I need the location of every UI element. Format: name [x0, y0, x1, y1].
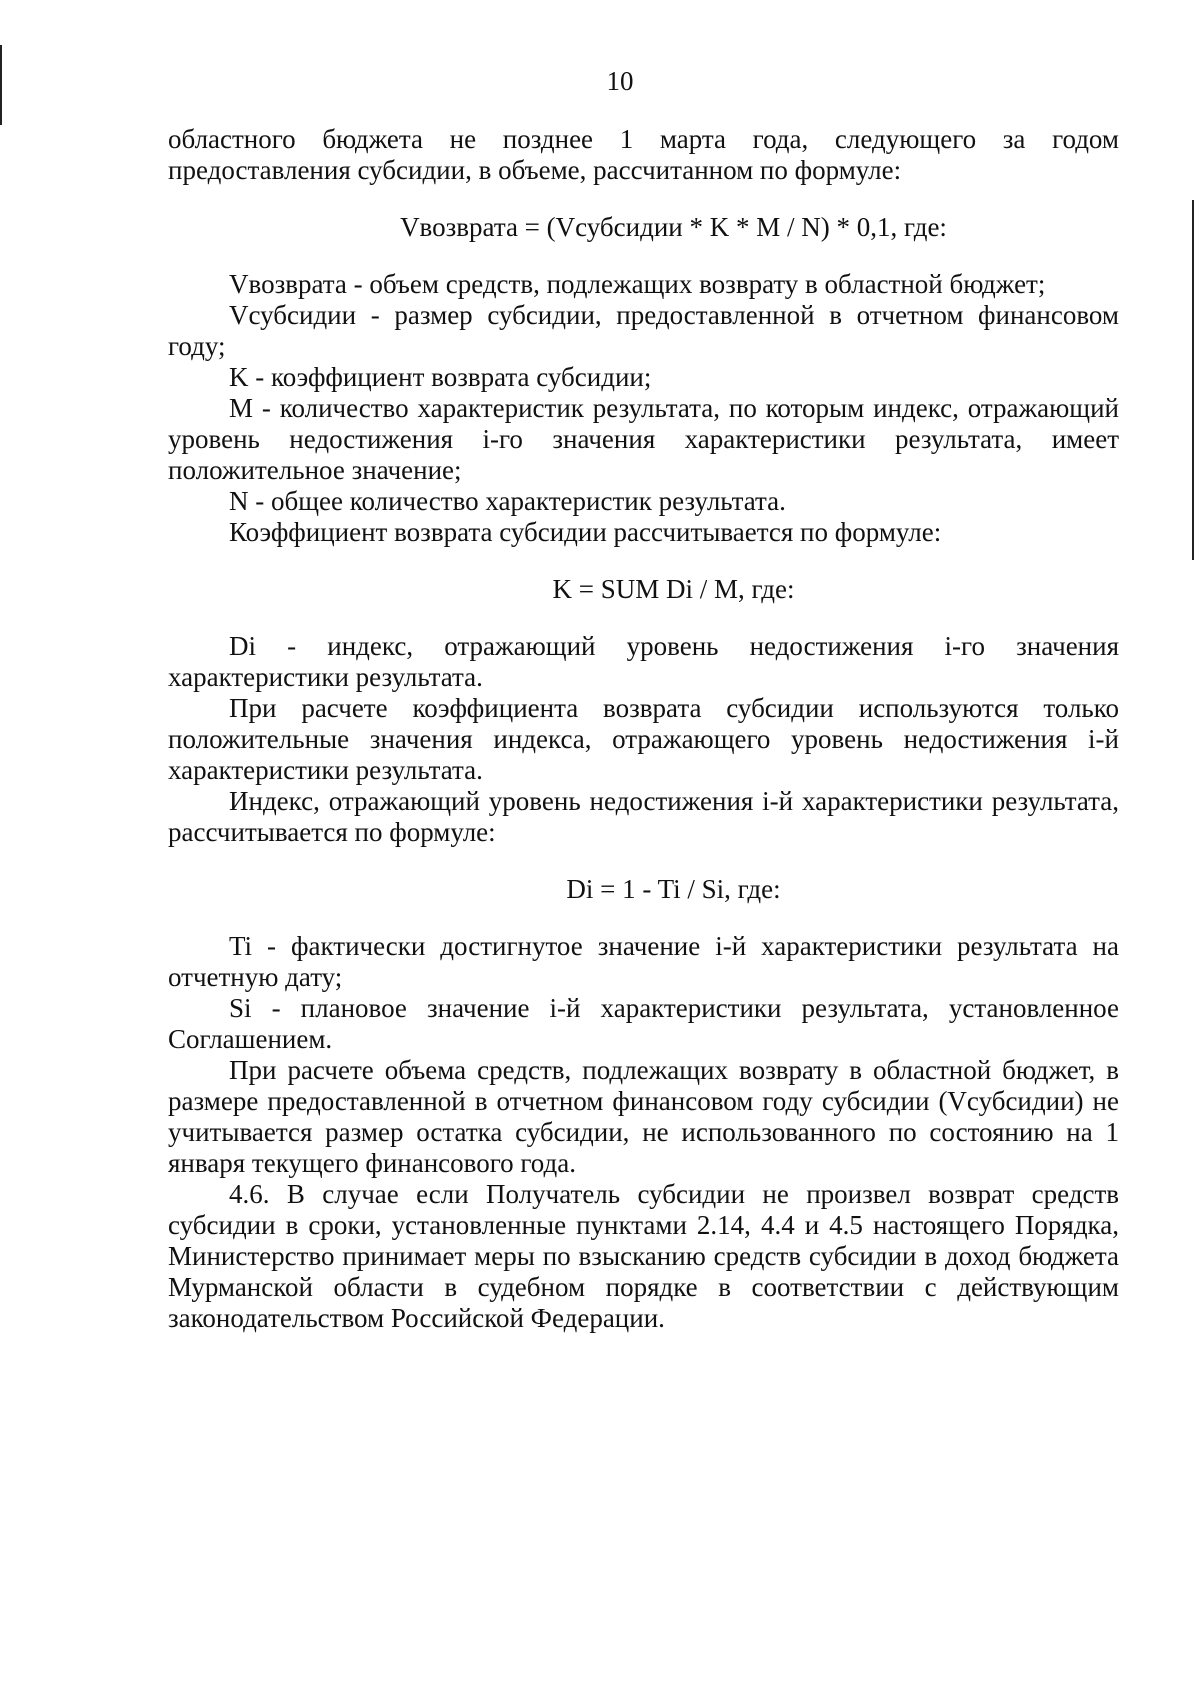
- definition-k: K - коэффициент возврата субсидии;: [229, 362, 652, 392]
- paragraph-4-6: 4.6. В случае если Получатель субсидии не произвел возврат средств субсидии в сроки, установленные пунктами 2.14, 4.4 и 4.5 настоящего Порядка, Министерство принимает меры по взысканию средств субсидии в доход бюджета Мурманской области в судебном порядке в соответствии с действующим законодательством Российской Федерации.: [168, 1179, 1119, 1333]
- definition-n: N - общее количество характеристик результата.: [229, 486, 786, 516]
- paragraph: При расчете объема средств, подлежащих возврату в областной бюджет, в размере предоставленной в отчетном финансовом году субсидии (Vсубсидии) не учитывается размер остатка субсидии, не использованного по состоянию на 1 января текущего финансового года.: [168, 1055, 1119, 1178]
- formula-coefficient: K = SUM Di / M, где:: [552, 574, 795, 604]
- definition-v-subsidy: Vсубсидии - размер субсидии, предоставленной в отчетном финансовом году;: [168, 300, 1119, 361]
- definition-v-return: Vвозврата - объем средств, подлежащих возврату в областной бюджет;: [229, 269, 1046, 299]
- definition-ti: Ti - фактически достигнутое значение i-й характеристики результата на отчетную дату;: [168, 931, 1119, 992]
- paragraph: Индекс, отражающий уровень недостижения i-й характеристики результата, рассчитывается по формуле:: [168, 786, 1119, 847]
- definition-si: Si - плановое значение i-й характеристики результата, установленное Соглашением.: [168, 993, 1119, 1054]
- definition-di: Di - индекс, отражающий уровень недостижения i-го значения характеристики результата.: [168, 631, 1119, 692]
- page-number: 10: [606, 66, 634, 96]
- definition-m: M - количество характеристик результата, по которым индекс, отражающий уровень недостижения i-го значения характеристики результата, имеет положительное значение;: [168, 393, 1119, 485]
- paragraph: При расчете коэффициента возврата субсидии используются только положительные значения индекса, отражающего уровень недостижения i-й характеристики результата.: [168, 693, 1119, 785]
- formula-return-volume: Vвозврата = (Vсубсидии * K * M / N) * 0,1, где:: [400, 212, 947, 242]
- document-body: [168, 124, 1119, 1334]
- paragraph: Коэффициент возврата субсидии рассчитывается по формуле:: [229, 517, 942, 547]
- paragraph: областного бюджета не позднее 1 марта года, следующего за годом предоставления субсидии, в объеме, рассчитанном по формуле:: [168, 124, 1119, 185]
- formula-index: Di = 1 - Ti / Si, где:: [566, 874, 781, 904]
- scan-edge-mark-right: [1192, 200, 1194, 560]
